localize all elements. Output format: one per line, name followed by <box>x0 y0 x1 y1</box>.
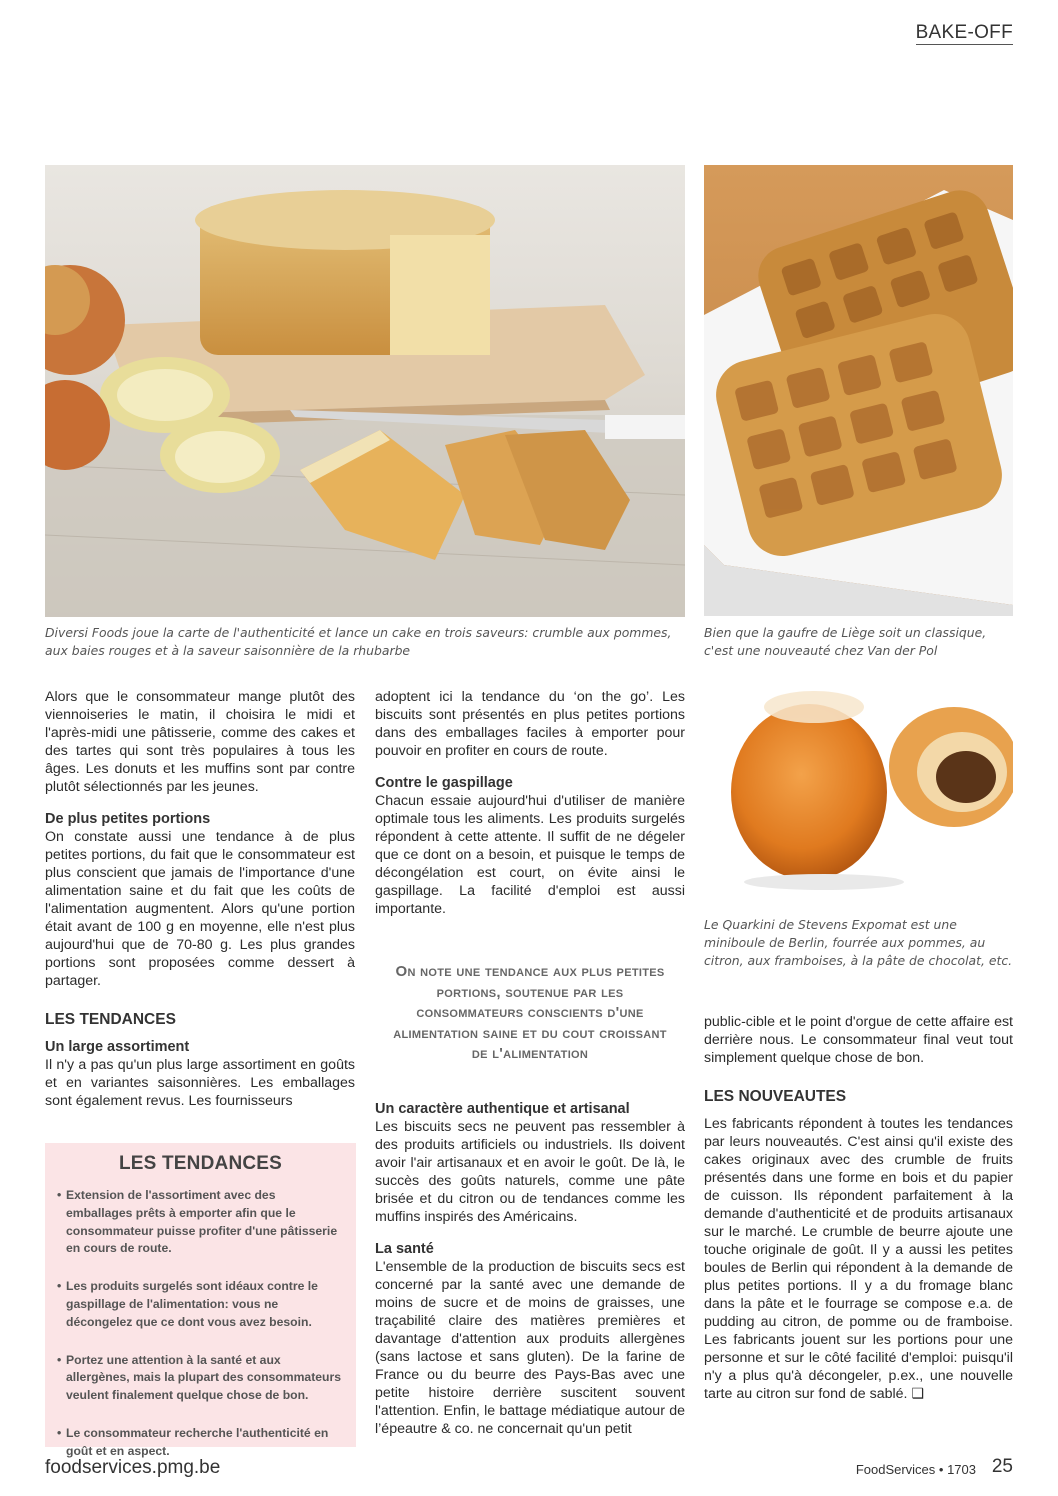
cake-photo <box>45 165 685 617</box>
onthego-paragraph: adoptent ici la tendance du ‘on the go’. Les biscuits sont présentés en plus petites portions dans des emballages faciles à emporter pour pouvoir en profiter en cours de route. <box>375 689 685 759</box>
waffle-caption: Bien que la gaufre de Liège soit un classique, c'est une nouveauté chez Van der Pol <box>704 625 987 658</box>
footer-url[interactable]: foodservices.pmg.be <box>45 1457 221 1478</box>
list-item: • Les produits surgelés sont idéaux contre le gaspillage de l'alimentation: vous ne décongelez que ce dont vous avez besoin. <box>57 1278 344 1331</box>
column-1 <box>45 688 355 1110</box>
column-2-bottom <box>375 1100 685 1438</box>
gaspillage-paragraph: Chacun essaie aujourd'hui d'utiliser de manière optimale tous les aliments. Les produits surgelés répondent à cette attente. Il suffit de ne dégeler que ce dont on a besoin, et puisque le temps de décongélation est court, on évite ainsi le gaspillage. La facilité d'emploi est aussi importante. <box>375 793 685 917</box>
section-tag: BAKE-OFF <box>915 22 1013 43</box>
quarkini-caption: Le Quarkini de Stevens Expomat est une miniboule de Berlin, fourrée aux pommes, au citron, aux framboises, à la pâte de chocolat, etc. <box>704 917 1013 968</box>
list-item: • Portez une attention à la santé et aux allergènes, mais la plupart des consommateurs veulent finalement quelque chose de bon. <box>57 1352 344 1405</box>
heading-nouveautes: LES NOUVEAUTES <box>704 1088 847 1105</box>
tendances-box <box>45 1143 356 1458</box>
heading-portions: De plus petites portions <box>45 811 211 827</box>
heading-gaspillage: Contre le gaspillage <box>375 775 513 791</box>
column-2-top <box>375 688 685 918</box>
column-3 <box>704 1013 1013 1403</box>
assortiment-paragraph: Il n'y a pas qu'un plus large assortiment en goûts et en variantes saisonnières. Les emballages sont également revus. Les fournisseurs <box>45 1057 355 1109</box>
heading-tendances: LES TENDANCES <box>45 1011 176 1028</box>
authentique-paragraph: Les biscuits secs ne peuvent pas ressembler à des produits artificiels ou industriels. Ils doivent avoir l'air artisanaux et en avoir le goût. De là, le succès des goûts naturels, comme une pâte brisée et du citron ou de tendances comme les muffins inspirés des Américains. <box>375 1119 685 1225</box>
quarkini-photo <box>704 677 1013 903</box>
heading-sante: La santé <box>375 1241 434 1257</box>
cake-caption: Diversi Foods joue la carte de l'authenticité et lance un cake en trois saveurs: crumble aux pommes, aux baies rouges et à la saveur saisonnière de la rhubarbe <box>45 625 672 658</box>
end-mark-icon: ❑ <box>911 1386 925 1402</box>
footer-magazine: FoodServices • 1703 <box>855 1462 976 1477</box>
heading-assortiment: Un large assortiment <box>45 1039 190 1055</box>
nouveautes-text: Les fabricants répondent à toutes les tendances par leurs nouveautés. C'est ainsi qu'il existe des cakes originaux avec des crumble de fruits présentés dans une forme en bois et du papier de cuisson. Ils répondent parfaitement à la demande d'authenticité et de produits artisanaux sur le marché. Le crumble de beurre ajoute une touche originale de goût. Il y a aussi les petites boules de Berlin qui répondent à la demande de plus petites portions. Il y a du fromage blanc dans la pâte et le fourrage se compose e.a. de pudding au citron, de pomme ou de framboise. Les fabricants jouent sur les portions pour une personne et sur le côté facilité d'emploi: puisqu'il n'y a plus qu'à décongeler, p.ex., une nouvelle tarte au citron sur fond de sablé. <box>704 1116 1013 1402</box>
list-item: • Extension de l'assortiment avec des emballages prêts à emporter afin que le consommateur puisse profiter d'une pâtisserie en cours de route. <box>57 1187 344 1258</box>
waffle-photo <box>704 165 1013 616</box>
box-title: LES TENDANCES <box>118 1153 283 1174</box>
intro-paragraph: Alors que le consommateur mange plutôt des viennoiseries le matin, il choisira le midi et l'après-midi une pâtisserie, comme des cakes et des tartes qui sont très populaires à tous les âges. Les donuts et les muffins sont par contre plutôt sélectionnés par les jeunes. <box>45 689 355 795</box>
nouveautes-paragraph <box>704 1115 1013 1403</box>
public-paragraph: public-cible et le point d'orgue de cette affaire est derrière nous. Le consommateur final veut tout simplement quelque chose de bon. <box>704 1014 1013 1066</box>
page-number: 25 <box>991 1456 1013 1477</box>
list-item: • Le consommateur recherche l'authenticité en goût et en aspect. <box>57 1425 344 1461</box>
box-list <box>57 1187 344 1461</box>
pull-quote: On note une tendance aux plus petites portions, soutenue par les consommateurs conscients d'une alimentation saine et du cout croissant de l'alimentation <box>393 963 667 1062</box>
sante-paragraph: L'ensemble de la production de biscuits secs est concerné par la santé avec une demande de moins de sucre et de moins de graisses, une traçabilité claire des matières premières et davantage d'attention aux produits allergènes (sans lactose et sans gluten). De la farine de France ou du beurre des Pays-Bas avec une petite histoire derrière suscitent souvent l'attention. Enfin, le battage médiatique autour de l’épeautre & co. ne concernait qu'un petit <box>375 1259 685 1437</box>
heading-authentique: Un caractère authentique et artisanal <box>375 1101 630 1117</box>
portions-paragraph: On constate aussi une tendance à de plus petites portions, du fait que le consommateur est plus conscient que jamais de l'importance d'une alimentation saine et du fait que les coûts de l'alimentation augmentent. Alors qu'une portion était avant de 100 g en moyenne, elle n'est plus aujourd'hui que de 70-80 g. Les plus grandes portions sont proposées comme dessert à partager. <box>45 829 355 989</box>
